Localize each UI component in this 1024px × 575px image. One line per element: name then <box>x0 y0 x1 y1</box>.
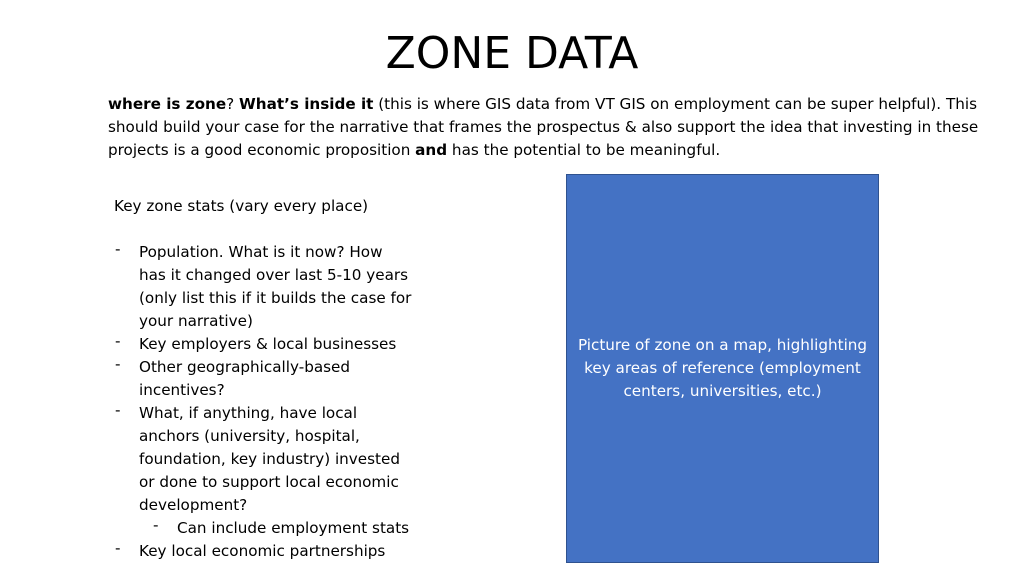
intro-text-1: ? <box>226 95 240 113</box>
bullet-dash: - <box>115 240 121 258</box>
list-item <box>114 241 414 333</box>
slide-title: ZONE DATA <box>385 28 639 79</box>
bullet-dash: - <box>153 516 159 534</box>
intro-bold-where: where is zone <box>108 95 227 113</box>
list-item <box>114 540 414 563</box>
key-stats-textbox <box>114 195 414 563</box>
map-placeholder-label: Picture of zone on a map, highlighting key areas of reference (employment centers, universities, etc.) <box>577 336 868 400</box>
intro-text-2: (this is where GIS data from VT GIS on employment can be super helpful). This should build your case for the narrative that frames the prospectus & also support the idea that investing in these projects is a good economic proposition <box>108 95 979 159</box>
list-item <box>114 356 414 402</box>
intro-bold-inside: What’s inside it <box>239 95 374 113</box>
list-item-text: Key local economic partnerships <box>139 542 386 560</box>
list-item-text: Population. What is it now? How has it changed over last 5-10 years (only list this if it builds the case for your narrative) <box>139 243 412 330</box>
map-placeholder-box <box>566 174 879 563</box>
list-item <box>114 402 414 517</box>
bullet-dash: - <box>115 401 121 419</box>
key-stats-heading: Key zone stats (vary every place) <box>114 197 369 215</box>
list-item <box>114 333 414 356</box>
bullet-dash: - <box>115 539 121 557</box>
intro-bold-and: and <box>415 141 448 159</box>
key-stats-list <box>114 241 414 563</box>
list-item-text: Key employers & local businesses <box>139 335 397 353</box>
list-item-text: Other geographically-based incentives? <box>139 358 351 399</box>
list-item-text: Can include employment stats <box>177 519 410 537</box>
intro-paragraph <box>108 93 988 162</box>
bullet-dash: - <box>115 355 121 373</box>
list-item-text: What, if anything, have local anchors (university, hospital, foundation, key industry) invested or done to support local economic development? <box>139 404 400 514</box>
bullet-dash: - <box>115 332 121 350</box>
intro-text-3: has the potential to be meaningful. <box>447 141 721 159</box>
sub-list-item <box>114 517 414 540</box>
